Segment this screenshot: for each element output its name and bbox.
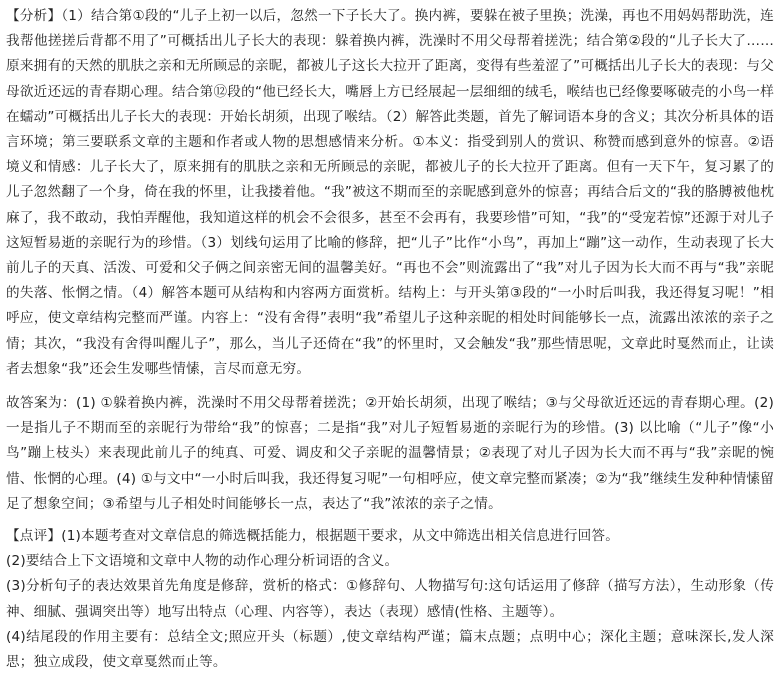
answer-paragraph: 故答案为：(1) ①躲着换内裤，洗澡时不用父母帮着搓洗；②开始长胡须，出现了喉结；③与父母欲近还远的青春期心理。(2) 一是指儿子不期而至的亲昵行为带给“我”的惊喜；二是指“我”对儿子短暂易逝的亲昵行为的珍惜。(3) 以比喻（“儿子”像“小鸟”蹦上枝头）来表现此前儿子的纯真、可爱、调皮和父子亲昵的温馨情景；②表现了对儿子因为长大而不再与“我”亲昵的惋惜、怅惘的心理。(4) ①与文中“一小时后叫我，我还得复习呢”一句相呼应，使文章完整而紧凑；②为“我”继续生发种种情愫留足了想象空间；③希望与儿子相处时间能够长一点，表达了“我”浓浓的亲子之情。 (6, 395, 774, 512)
comment-line-1: (1)本题考查对文章信息的筛选概括能力，根据题干要求，从文中筛选出相关信息进行回答。 (61, 528, 619, 545)
comment-tag: 【点评】 (6, 528, 62, 545)
comment-line-2: (2)要结合上下文语境和文章中人物的动作心理分析词语的含义。 (6, 553, 399, 570)
analysis-paragraph (6, 4, 774, 382)
analysis-text: （1）结合第①段的“儿子上初一以后，忽然一下子长大了。换内裤，要躲在被子里换；洗澡，再也不用妈妈帮助洗，连我帮他搓搓后背都不用了”可概括出儿子长大的表现：躲着换内裤，洗澡时不用父母帮着搓洗；结合第②段的“儿子长大了……原来拥有的天然的肌肤之亲和无所顾忌的亲昵，都被儿子这长大拉开了距离，变得有些羞涩了”可概括出儿子长大的表现：与父母欲近还远的青春期心理。结合第⑫段的“他已经长大，嘴唇上方已经展起一层细细的绒毛，喉结也已经像要啄破壳的小鸟一样在蠕动”可概括出儿子长大的表现：开始长胡须，出现了喉结。（2）解答此类题，首先了解词语本身的含义；其次分析具体的语言环境；第三要联系文章的主题和作者或人物的思想感情来分析。①本义：指受到别人的赏识、称赞而感到意外的惊喜。②语境义和情感：儿子长大了，原来拥有的肌肤之亲和无所顾忌的亲昵，都被儿子的长大拉开了距离。但有一天下午，复习累了的儿子忽然翻了一个身，倚在我的怀里，让我搂着他。“我”被这不期而至的亲昵感到意外的惊喜；再结合后文的“我的胳膊被他枕麻了，我不敢动，我怕弄醒他，我知道这样的机会不会很多，甚至不会再有，我要珍惜”可知，“我”的“受宠若惊”还源于对儿子这短暂易逝的亲昵行为的珍惜。（3）划线句运用了比喻的修辞，把“儿子”比作“小鸟”，再加上“蹦”这一动作，生动表现了长大前儿子的天真、活泼、可爱和父子俩之间亲密无间的温馨美好。“再也不会”则流露出了“我”对儿子因为长大而不再与“我”亲昵的失落、怅惘之情。（4）解答本题可从结构和内容两方面赏析。结构上：与开头第③段的“一小时后叫我，我还得复习呢！”相呼应，使文章结构完整而严谨。内容上：“没有舍得”表明“我”希望儿子这种亲昵的相处时间能够长一点，流露出浓浓的亲子之情；其次，“我没有舍得叫醒儿子”，那么，当儿子还倚在“我”的怀里时，又会触发“我”那些情思呢，文章此时戛然而止，让读者去想象“我”还会生发哪些情愫，言尽而意无穷。 (6, 8, 774, 377)
comment-line-3: (3)分析句子的表达效果首先角度是修辞，赏析的格式：①修辞句、人物描写句:这句话运用了修辞（描写方法），生动形象（传神、细腻、强调突出等）地写出特点（心理、内容等），表达（表现）感情(性格、主题等）。 (6, 578, 774, 620)
paragraph-spacer (6, 382, 774, 391)
analysis-tag: 【分析】 (6, 8, 62, 24)
comment-paragraph-1 (6, 524, 774, 549)
comment-line-4: (4)结尾段的作用主要有：总结全文;照应开头（标题）,使文章结构严谨；篇末点题；点明中心；深化主题；意味深长,发人深思；独立成段，使文章戛然而止等。 (6, 628, 774, 671)
paragraph-spacer (6, 517, 774, 524)
